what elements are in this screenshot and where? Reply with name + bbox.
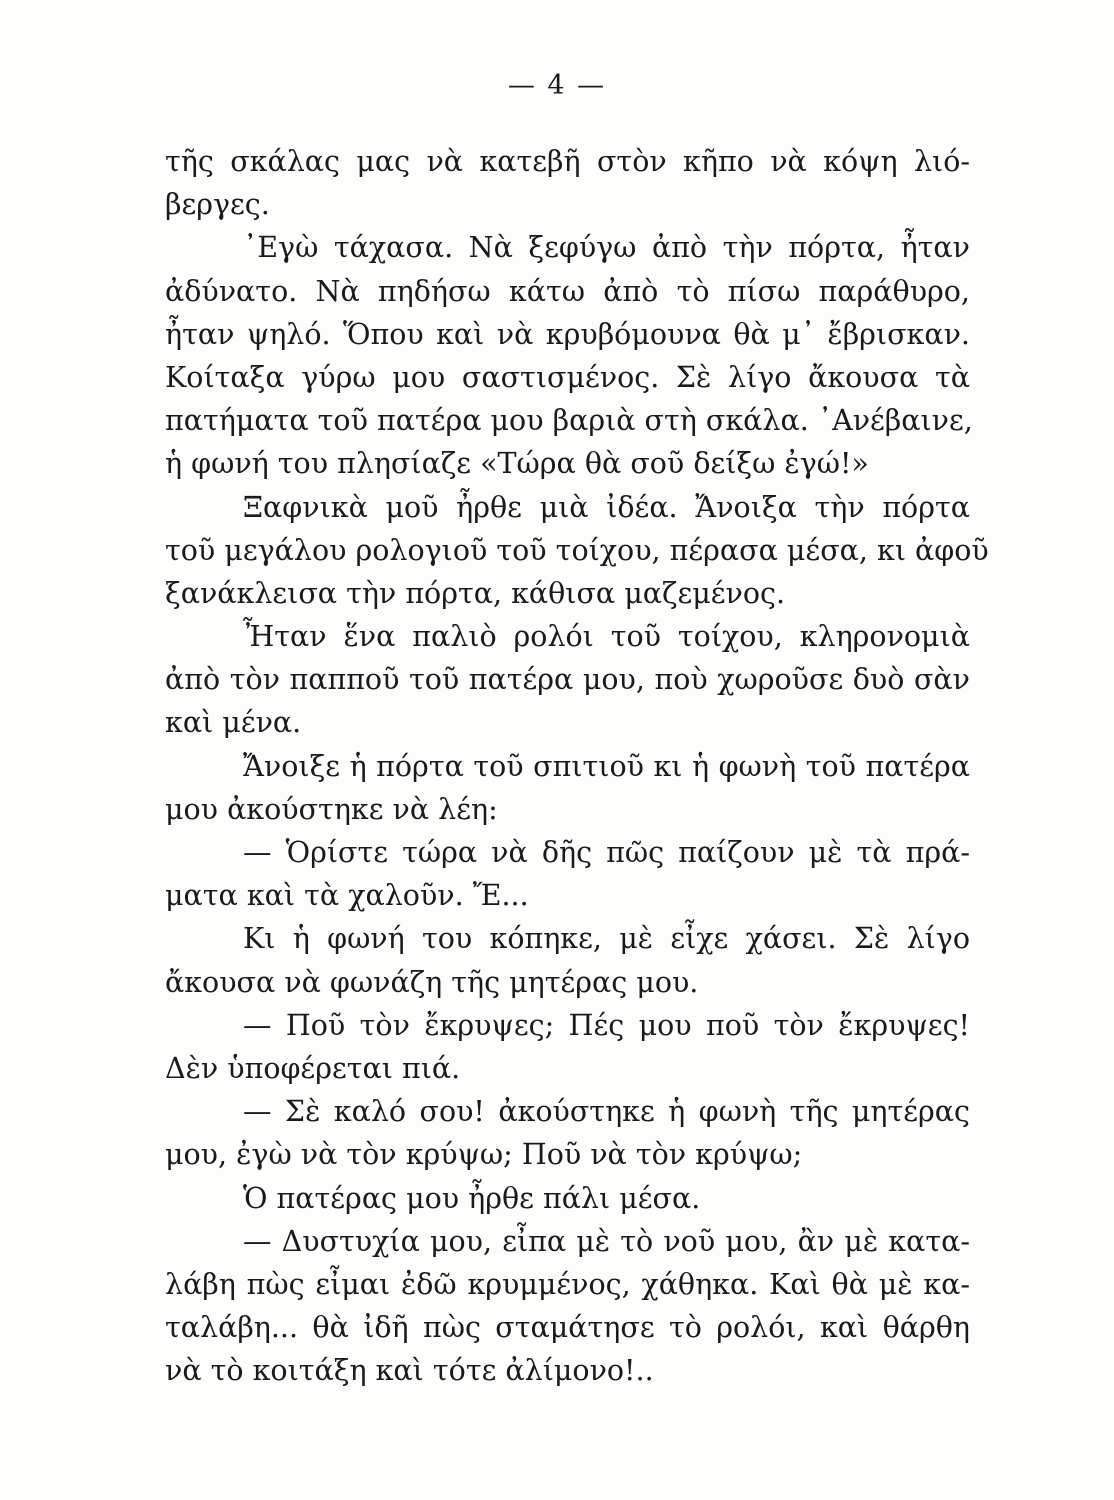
text-line: ἀδύνατο. Νὰ πηδήσω κάτω ἀπὸ τὸ πίσω παράθυρο,: [165, 274, 970, 308]
text-line: ᾽Εγὼ τάχασα. Νὰ ξεφύγω ἀπὸ τὴν πόρτα, ἦταν: [243, 231, 970, 265]
text-line: καὶ μένα.: [165, 706, 302, 740]
text-line: ἡ φωνή του πλησίαζε «Τώρα θὰ σοῦ δείξω ἐγώ!»: [165, 447, 869, 481]
text-line: πατήματα τοῦ πατέρα μου βαριὰ στὴ σκάλα. ᾽Ανέβαινε,: [165, 404, 973, 438]
text-line: — Ποῦ τὸν ἔκρυψες; Πές μου ποῦ τὸν ἔκρυψες!: [243, 1008, 970, 1042]
text-line: — Σὲ καλό σου! ἀκούστηκε ἡ φωνὴ τῆς μητέρας: [243, 1095, 970, 1129]
text-line: Ξαφνικὰ μοῦ ἦρθε μιὰ ἰδέα. Ἄνοιξα τὴν πόρτα: [243, 490, 970, 524]
page-number: — 4 —: [507, 70, 607, 101]
text-line: τοῦ μεγάλου ρολογιοῦ τοῦ τοίχου, πέρασα μέσα, κι ἀφοῦ: [165, 533, 989, 567]
text-line: ἀπὸ τὸν παπποῦ τοῦ πατέρα μου, ποὺ χωροῦσε δυὸ σὰν: [165, 663, 970, 697]
text-line: Κι ἡ φωνή του κόπηκε, μὲ εἶχε χάσει. Σὲ λίγο: [243, 922, 970, 956]
text-line: νὰ τὸ κοιτάξη καὶ τότε ἀλίμονο!..: [165, 1354, 654, 1388]
text-line: ἦταν ψηλό. Ὅπου καὶ νὰ κρυβόμουνα θὰ μ᾽ ἔβρισκαν.: [165, 317, 970, 351]
text-line: — Ὁρίστε τώρα νὰ δῆς πῶς παίζουν μὲ τὰ πρά-: [243, 836, 970, 869]
body-text: [165, 140, 989, 1392]
text-line: — Δυστυχία μου, εἶπα μὲ τὸ νοῦ μου, ἂν μὲ κατα-: [243, 1224, 970, 1258]
text-line: ξανάκλεισα τὴν πόρτα, κάθισα μαζεμένος.: [165, 576, 786, 610]
text-line: μου ἀκούστηκε νὰ λέη:: [165, 792, 498, 826]
text-line: μου, ἐγὼ νὰ τὸν κρύψω; Ποῦ νὰ τὸν κρύψω;: [165, 1138, 803, 1172]
text-line: ταλάβη... θὰ ἰδῆ πὼς σταμάτησε τὸ ρολόι, καὶ θάρθη: [165, 1311, 970, 1345]
text-line: Κοίταξα γύρω μου σαστισμένος. Σὲ λίγο ἄκουσα τὰ: [165, 360, 970, 394]
text-line: Ἄνοιξε ἡ πόρτα τοῦ σπιτιοῦ κι ἡ φωνὴ τοῦ πατέρα: [243, 749, 970, 783]
text-line: ματα καὶ τὰ χαλοῦν. Ἔ...: [165, 879, 529, 913]
text-line: Δὲν ὑποφέρεται πιά.: [165, 1051, 461, 1085]
text-line: βεργες.: [165, 188, 270, 222]
text-line: Ὁ πατέρας μου ἦρθε πάλι μέσα.: [243, 1181, 701, 1215]
text-line: λάβη πὼς εἶμαι ἐδῶ κρυμμένος, χάθηκα. Καὶ θὰ μὲ κα-: [165, 1267, 970, 1301]
text-line: ἄκουσα νὰ φωνάζη τῆς μητέρας μου.: [165, 965, 699, 999]
text-line: τῆς σκάλας μας νὰ κατεβῆ στὸν κῆπο νὰ κόψη λιό-: [165, 145, 970, 178]
text-line: Ἦταν ἕνα παλιὸ ρολόι τοῦ τοίχου, κληρονομιὰ: [243, 620, 970, 654]
